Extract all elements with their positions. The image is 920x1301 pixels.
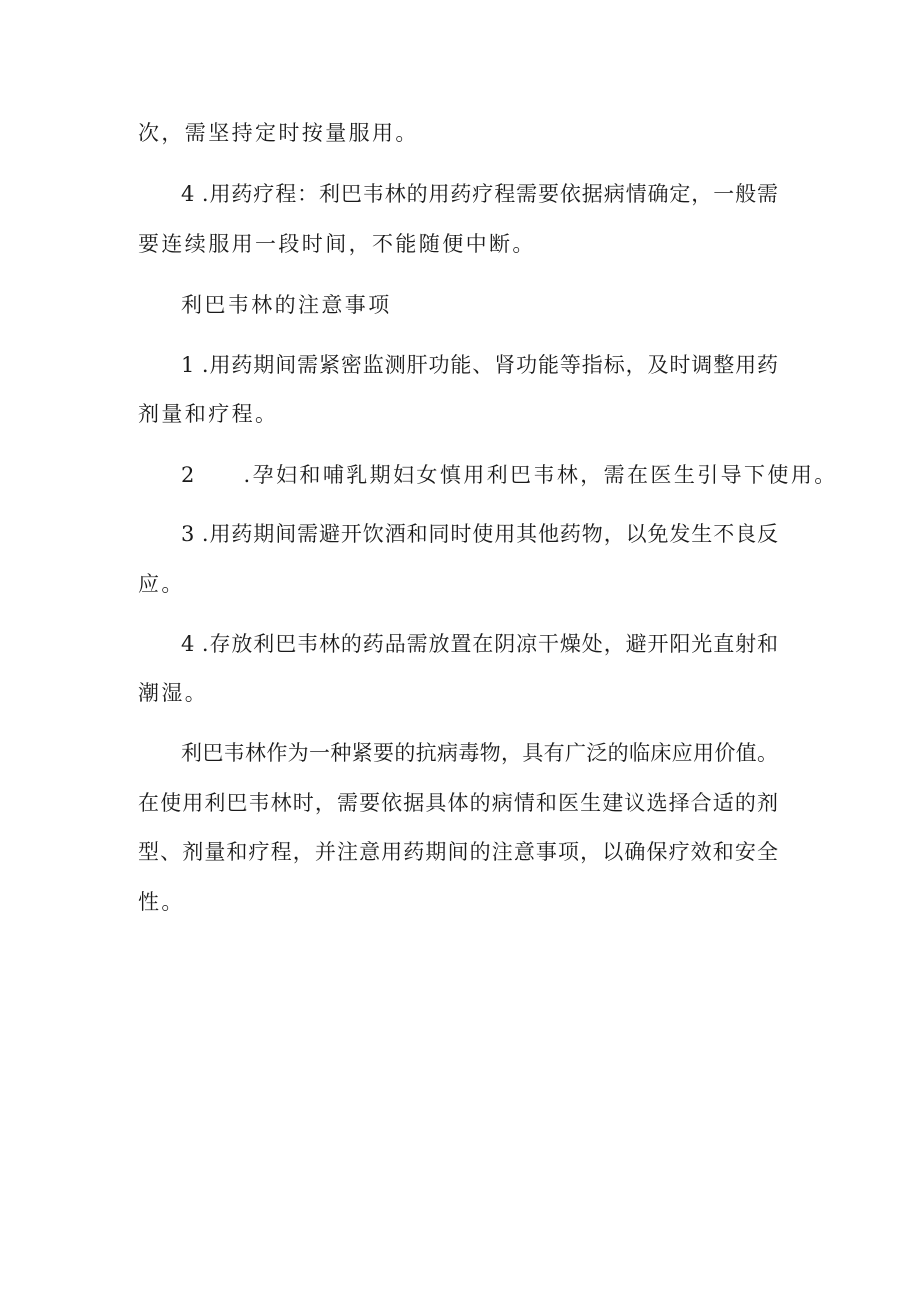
text-line: 型、剂量和疗程，并注意用药期间的注意事项，以确保疗效和安全 [138, 840, 778, 864]
text-line: 剂量和疗程。 [138, 402, 279, 426]
text-line: 4 .用药疗程：利巴韦林的用药疗程需要依据病情确定，一般需 [181, 182, 778, 206]
text-line: 1 .用药期间需紧密监测肝功能、肾功能等指标，及时调整用药 [181, 353, 778, 377]
text-line: 2 .孕妇和哺乳期妇女慎用利巴韦林，需在医生引导下使用。 [181, 463, 838, 487]
text-line: 性。 [138, 890, 185, 914]
text-line: 利巴韦林作为一种紧要的抗病毒物，具有广泛的临床应用价值。 [181, 741, 778, 765]
section-heading: 利巴韦林的注意事项 [181, 293, 392, 317]
text-line: 潮湿。 [138, 681, 209, 705]
text-line: 次，需坚持定时按量服用。 [138, 121, 419, 145]
text-line: 要连续服用一段时间，不能随便中断。 [138, 232, 536, 256]
text-line: 在使用利巴韦林时，需要依据具体的病情和医生建议选择合适的剂 [138, 791, 778, 815]
text-line: 3 .用药期间需避开饮酒和同时使用其他药物，以免发生不良反 [181, 522, 778, 546]
text-line: 应。 [138, 572, 185, 596]
text-line: 4 .存放利巴韦林的药品需放置在阴凉干燥处，避开阳光直射和 [181, 632, 778, 656]
